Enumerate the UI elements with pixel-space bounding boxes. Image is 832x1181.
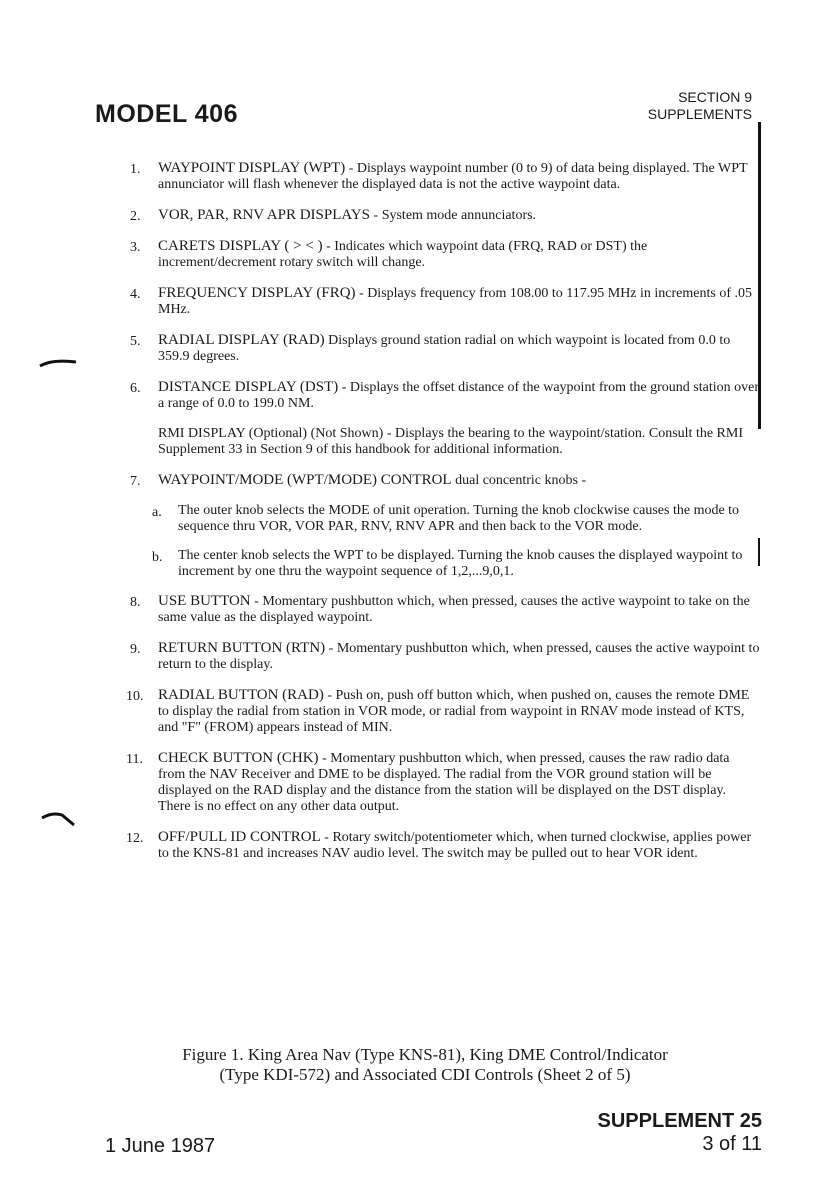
item-text: - Indicates which waypoint data (FRQ, RAD or DST) the increment/decrement rotary switch will change.	[158, 239, 648, 270]
item-title: RETURN BUTTON (RTN)	[158, 640, 326, 656]
list-item	[130, 332, 760, 365]
item-letter: b.	[152, 550, 163, 565]
page-number: 3 of 11	[702, 1133, 762, 1155]
item-number: 4.	[130, 287, 141, 302]
list-item	[130, 593, 760, 626]
item-letter: a.	[152, 505, 162, 520]
list-item	[130, 207, 760, 224]
margin-revision-mark	[40, 808, 80, 830]
list-item-note	[130, 426, 760, 458]
supplement-label: SUPPLEMENT 25	[597, 1110, 762, 1132]
item-text: - Momentary pushbutton which, when pressed, causes the active waypoint to take on the same value as the displayed waypoint.	[158, 594, 750, 625]
sub-list-item	[130, 548, 760, 580]
item-text: The outer knob selects the MODE of unit operation. Turning the knob clockwise causes the mode to sequence thru VOR, VOR PAR, RNV, RNV APR and then back to the VOR mode.	[178, 503, 740, 534]
section-label: SECTION 9	[678, 89, 752, 105]
list-item	[130, 379, 760, 412]
list-item	[130, 160, 760, 193]
list-item	[126, 750, 760, 815]
list-item	[130, 238, 760, 271]
list-item	[130, 640, 760, 673]
caption-line: Figure 1. King Area Nav (Type KNS-81), King DME Control/Indicator	[182, 1045, 668, 1064]
item-title: CARETS DISPLAY ( > < )	[158, 238, 323, 254]
item-title: CHECK BUTTON (CHK)	[158, 750, 319, 766]
item-number: 12.	[126, 831, 144, 846]
item-text: - System mode annunciators.	[370, 208, 537, 223]
item-title: FREQUENCY DISPLAY (FRQ)	[158, 285, 356, 301]
item-title: RADIAL BUTTON (RAD)	[158, 687, 324, 703]
item-title: WAYPOINT DISPLAY (WPT)	[158, 160, 346, 176]
item-text: - Displays the bearing to the waypoint/station. Consult the RMI Supplement 33 in Section 9 of this handbook for additional information.	[158, 426, 743, 457]
item-text: - Rotary switch/potentiometer which, when turned clockwise, applies power to the KNS-81 and increases NAV audio level. The switch may be pulled out to hear VOR ident.	[158, 830, 752, 861]
item-title: VOR, PAR, RNV APR DISPLAYS	[158, 207, 371, 223]
item-number: 3.	[130, 240, 141, 255]
section-subtitle: SUPPLEMENTS	[647, 106, 752, 122]
item-number: 10.	[126, 689, 144, 704]
item-text: Displays ground station radial on which waypoint is located from 0.0 to 359.9 degrees.	[158, 333, 731, 364]
item-number: 11.	[126, 752, 143, 767]
item-number: 8.	[130, 595, 141, 610]
item-number: 9.	[130, 642, 141, 657]
section-header	[648, 89, 752, 123]
item-title: RMI DISPLAY (Optional) (Not Shown)	[158, 426, 384, 441]
item-text: dual concentric knobs -	[451, 473, 587, 488]
item-text: - Displays the offset distance of the waypoint from the ground station over a range of 0.0 to 199.0 NM.	[158, 380, 760, 411]
item-title: RADIAL DISPLAY (RAD)	[158, 332, 325, 348]
caption-line: (Type KDI-572) and Associated CDI Controls (Sheet 2 of 5)	[219, 1065, 631, 1084]
list-item	[126, 829, 760, 862]
item-title: OFF/PULL ID CONTROL	[158, 829, 321, 845]
item-text: - Displays frequency from 108.00 to 117.95 MHz in increments of .05 MHz.	[158, 286, 752, 317]
margin-revision-mark	[38, 356, 78, 370]
item-title: USE BUTTON	[158, 593, 251, 609]
figure-caption	[120, 1045, 730, 1085]
item-number: 6.	[130, 381, 141, 396]
model-title: MODEL 406	[95, 100, 238, 128]
sub-list-item	[130, 503, 760, 535]
item-text: - Push on, push off button which, when pushed on, causes the remote DME to display the radial from station in VOR mode, or radial from waypoint in RNAV mode instead of KTS, and "F" (FROM) appears instead of MIN.	[158, 688, 750, 735]
item-title: WAYPOINT/MODE (WPT/MODE) CONTROL	[158, 472, 452, 488]
list-item	[130, 285, 760, 318]
item-text: - Momentary pushbutton which, when pressed, causes the active waypoint to return to the display.	[158, 641, 760, 672]
item-text: - Momentary pushbutton which, when pressed, causes the raw radio data from the NAV Receiver and DME to be displayed. The radial from the VOR ground station will be displayed on the RAD display and the distance from the station will be displayed on the DST display. There is no effect on any other data output.	[158, 751, 730, 814]
item-text: The center knob selects the WPT to be displayed. Turning the knob causes the displayed waypoint to increment by one thru the waypoint sequence of 1,2,...9,0,1.	[178, 548, 743, 579]
item-list	[126, 160, 760, 876]
item-title: DISTANCE DISPLAY (DST)	[158, 379, 339, 395]
list-item	[126, 687, 760, 736]
item-number: 2.	[130, 209, 141, 224]
list-item	[130, 472, 760, 489]
publication-date: 1 June 1987	[105, 1135, 216, 1157]
item-number: 1.	[130, 162, 141, 177]
item-text: - Displays waypoint number (0 to 9) of data being displayed. The WPT annunciator will flash whenever the displayed data is not the active waypoint data.	[158, 161, 748, 192]
item-number: 7.	[130, 474, 141, 489]
item-number: 5.	[130, 334, 141, 349]
